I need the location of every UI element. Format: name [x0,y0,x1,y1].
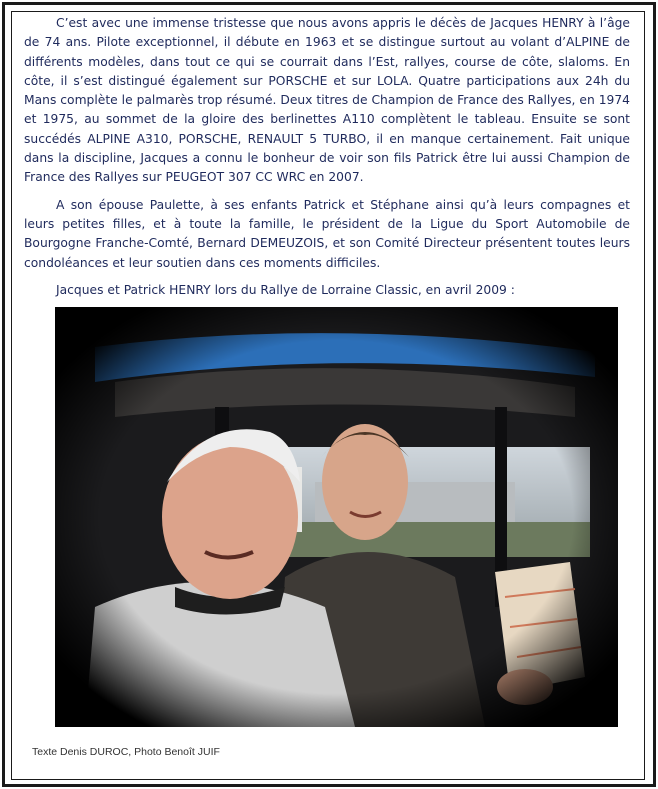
photo [55,307,618,727]
article-paragraph-2: A son épouse Paulette, à ses enfants Patrick et Stéphane ainsi qu’à leurs compagnes et leurs petites filles, et à toute la famille, le président de la Ligue du Sport Automobile de Bourgogne Franche-Comté, Bernard DEMEUZOIS, et son Comité Directeur présentent toutes leurs condoléances et leur soutien dans ces moments difficiles. [24,197,630,270]
article-paragraph-1: C’est avec une immense tristesse que nous avons appris le décès de Jacques HENRY à l’âge de 74 ans. Pilote exceptionnel, il débute en 1963 et se distingue surtout au volant d’ALPINE de différents modèles, dans tout ce qui se courrait dans l’Est, rallyes, course de côte, slaloms. En côte, il s’est distingué également sur PORSCHE et sur LOLA. Quatre participations aux 24h du Mans complète le palmarès trop résumé. Deux titres de Champion de France des Rallyes, en 1974 et 1975, au sommet de la gloire des berlinettes A110 complètent le tableau. Ensuite se sont succédés ALPINE A310, PORSCHE, RENAULT 5 TURBO, il en manque certainement. Fait unique dans la discipline, Jacques a connu le bonheur de voir son fils Patrick être lui aussi Champion de France des Rallyes sur PEUGEOT 307 CC WRC en 2007. [24,16,630,185]
photo-illustration [55,307,618,727]
photo-caption: Jacques et Patrick HENRY lors du Rallye de Lorraine Classic, en avril 2009 : [56,283,515,297]
credit-line: Texte Denis DUROC, Photo Benoît JUIF [32,746,220,758]
article-body [24,14,630,281]
vignette [55,307,618,727]
